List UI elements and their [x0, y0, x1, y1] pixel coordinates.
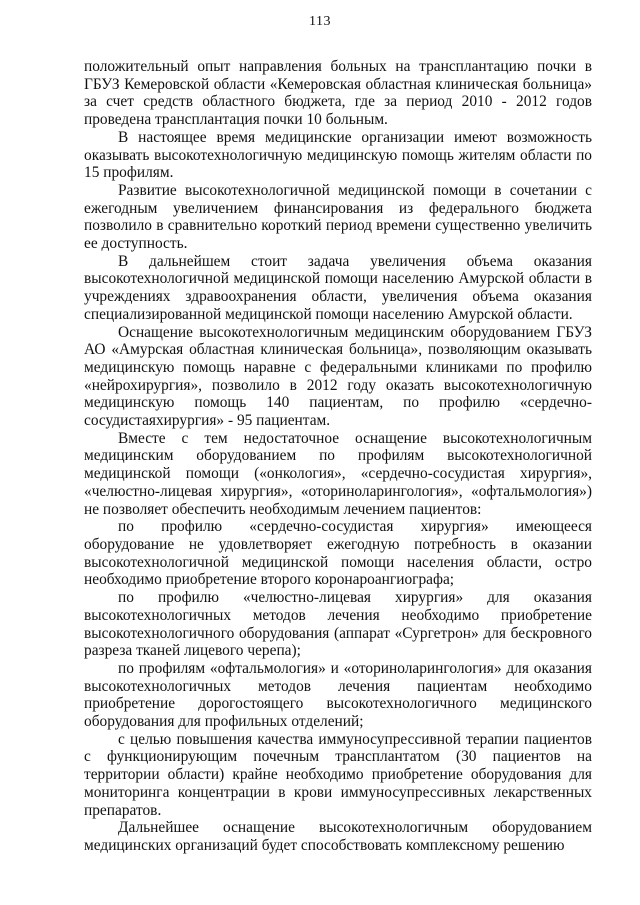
- paragraph-insufficient-equipment: Вместе с тем недостаточное оснащение высокотехнологичным медицинским оборудованием по профилям высокотехнологичной медицинской помощи («онкология», «сердечно-сосудистая хирургия», «челюстно-лицевая хирургия», «оториноларингология», «офтальмология») не позволяет обеспечить необходимым лечением пациентов:: [84, 429, 592, 518]
- list-item-maxillofacial-surgery: по профилю «челюстно-лицевая хирургия» для оказания высокотехнологичных методов лечения необходимо приобретение высокотехнологичного оборудования (аппарат «Сургетрон» для бескровного разреза тканей лицевого черепа);: [84, 589, 592, 660]
- paragraph-further-equipment: Дальнейшее оснащение высокотехнологичным оборудованием медицинских организаций будет способствовать комплексному решению: [84, 819, 592, 854]
- paragraph-future-task: В дальнейшем стоит задача увеличения объема оказания высокотехнологичной медицинской помощи населению Амурской области в учреждениях здравоохранения области, увеличения объема оказания специализированной медицинской помощи населению Амурской области.: [84, 252, 592, 323]
- page-body: [84, 58, 592, 855]
- paragraph-kidney-transplant-experience: положительный опыт направления больных на трансплантацию почки в ГБУЗ Кемеровской области «Кемеровская областная клиническая больница» за счет средств областного бюджета, где за период 2010 - 2012 годов проведена трансплантация почки 10 больным.: [84, 58, 592, 129]
- paragraph-equipment-neurosurgery: Оснащение высокотехнологичным медицинским оборудованием ГБУЗ АО «Амурская областная клиническая больница», позволяющим оказывать медицинскую помощь наравне с федеральными клиниками по профилю «нейрохирургия», позволило в 2012 году оказать высокотехнологичную медицинскую помощь 140 пациентам, по профилю «сердечно-сосудистаяхирургия» - 95 пациентам.: [84, 323, 592, 430]
- list-item-cardiovascular-surgery: по профилю «сердечно-сосудистая хирургия» имеющееся оборудование не удовлетворяет ежегодную потребность в оказании высокотехнологичной медицинской помощи населения области, остро необходимо приобретение второго коронароангиографа;: [84, 518, 592, 589]
- list-item-ophthalmology-ent: по профилям «офтальмология» и «оториноларингология» для оказания высокотехнологичных методов лечения пациентам необходимо приобретение дорогостоящего высокотехнологичного медицинского оборудования для профильных отделений;: [84, 659, 592, 731]
- list-item-immunosuppressive-monitoring: с целью повышения качества иммуносупрессивной терапии пациентов с функционирующим почечным трансплантатом (30 пациентов на территории области) крайне необходимо приобретение оборудования для мониторинга концентрации в крови иммуносупрессивных лекарственных препаратов.: [84, 730, 592, 819]
- page-number: 113: [309, 14, 331, 29]
- paragraph-current-capabilities: В настоящее время медицинские организации имеют возможность оказывать высокотехнологичную медицинскую помощь жителям области по 15 профилям.: [84, 128, 592, 182]
- paragraph-development: Развитие высокотехнологичной медицинской помощи в сочетании с ежегодным увеличением финансирования из федерального бюджета позволило в сравнительно короткий период времени существенно увеличить ее доступность.: [84, 181, 592, 253]
